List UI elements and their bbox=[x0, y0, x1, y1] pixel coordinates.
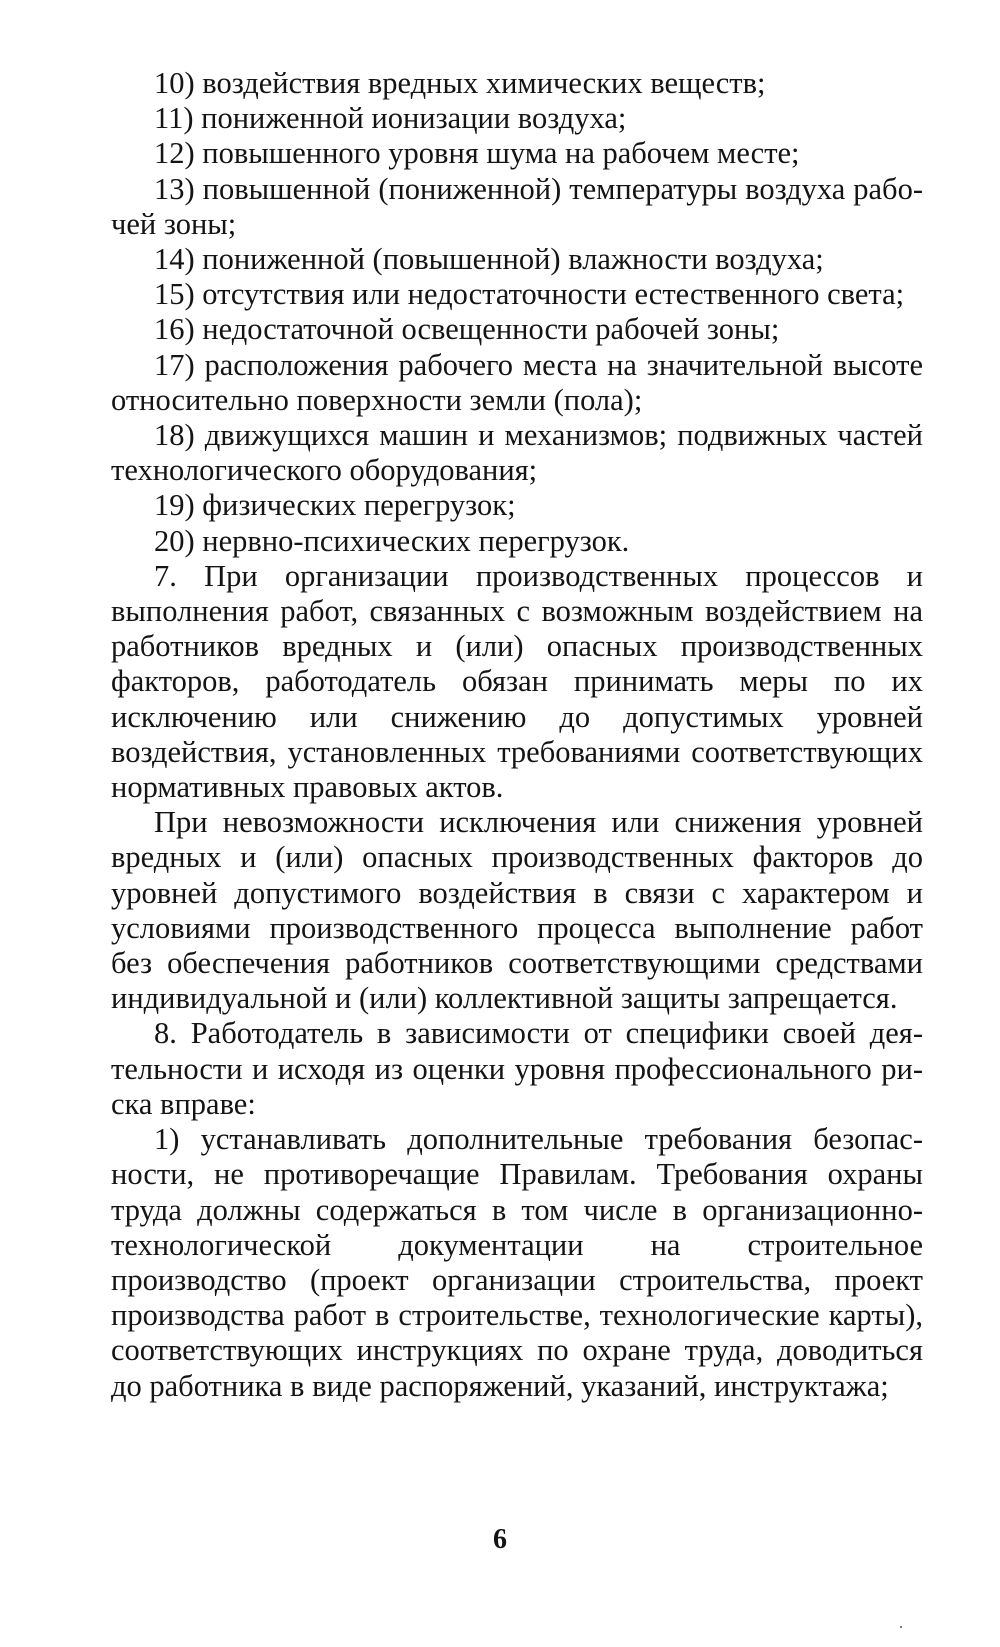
page-number: 6 bbox=[493, 1524, 507, 1555]
clause-8-item-1: 1) устанавливать дополнительные требования безопасности, не противоречащие Правилам. Требования охраны труда должны содержаться в том числе в организационно-технологической документации на строительное производство (проект организации строительства, проект производства работ в строительстве, технологические карты), соответствующих инструкциях по охране труда, доводиться до работника в виде распоряжений, указаний, инструктажа; bbox=[111, 1122, 923, 1403]
list-item-12: 12) повышенного уровня шума на рабочем месте; bbox=[154, 136, 800, 171]
list-item-19: 19) физических перегрузок; bbox=[154, 488, 516, 523]
list-item-16: 16) недостаточной освещенности рабочей зоны; bbox=[154, 312, 780, 347]
scan-speck bbox=[900, 1626, 902, 1628]
list-item-17: 17) расположения рабочего места на значительной высоте относительно поверхности земли (пола); bbox=[111, 347, 923, 417]
clause-8: 8. Работодатель в зависимости от специфики своей деятельности и исходя из оценки уровня профессионального риска вправе: bbox=[111, 1016, 923, 1121]
list-item-15: 15) отсутствия или недостаточности естественного света; bbox=[154, 277, 905, 312]
list-item-14: 14) пониженной (повышенной) влажности воздуха; bbox=[154, 242, 824, 277]
clause-7: 7. При организации производственных процессов и выполнения работ, связанных с возможным воздействием на работников вредных и (или) опасных производственных факторов, работодатель обязан принимать меры по их исключению или снижению до допустимых уровней воздействия, установленных требованиями соответствующих нормативных правовых актов. bbox=[111, 558, 923, 805]
clause-7-continuation: При невозможности исключения или снижения уровней вредных и (или) опасных производственных факторов до уровней допустимого воздействия в связи с характером и условиями производственного процесса выполнение работ без обеспечения работников соответствующими средствами индивидуальной и (или) коллективной защиты запрещается. bbox=[111, 805, 923, 1016]
list-item-20: 20) нервно-психических перегрузок. bbox=[154, 523, 630, 558]
list-item-13: 13) повышенной (пониженной) температуры воздуха рабочей зоны; bbox=[111, 171, 923, 241]
list-item-11: 11) пониженной ионизации воздуха; bbox=[154, 101, 627, 136]
page-body bbox=[111, 66, 923, 1404]
list-item-10: 10) воздействия вредных химических веществ; bbox=[154, 66, 766, 100]
list-item-18: 18) движущихся машин и механизмов; подвижных частей технологического оборудования; bbox=[111, 418, 923, 488]
